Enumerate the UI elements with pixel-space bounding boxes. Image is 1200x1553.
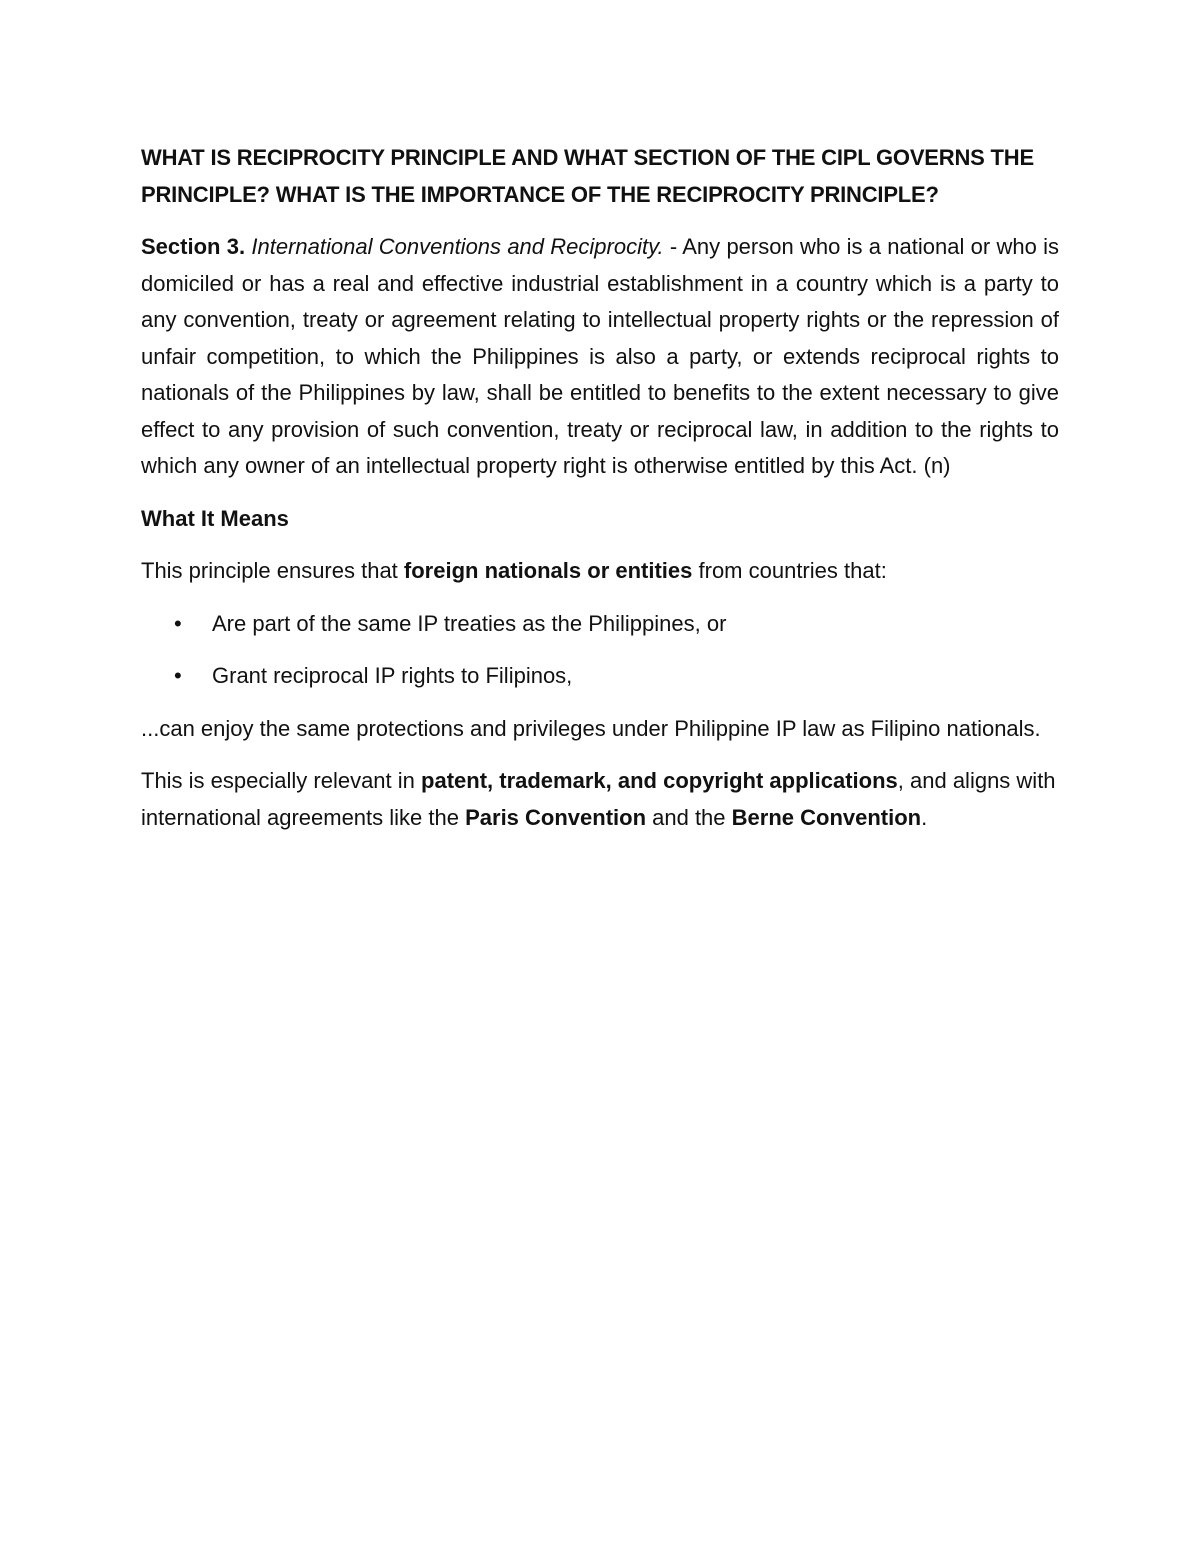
closing-bold-3: Berne Convention xyxy=(731,804,922,830)
closing-text-3: and the xyxy=(646,804,732,830)
list-item-text: Grant reciprocal IP rights to Filipinos, xyxy=(212,663,573,688)
list-item xyxy=(141,658,1059,695)
section-label: Section 3. xyxy=(141,234,246,259)
list-item xyxy=(141,606,1059,643)
intro-text-bold: foreign nationals or entities xyxy=(403,558,693,583)
closing-bold-2: Paris Convention xyxy=(465,804,647,830)
intro-text-after: from countries that: xyxy=(692,558,887,583)
continuation-paragraph: ...can enjoy the same protections and privileges under Philippine IP law as Filipino nationals. xyxy=(141,715,1041,741)
closing-paragraph xyxy=(141,763,1059,836)
closing-bold-1: patent, trademark, and copyright applications xyxy=(421,768,898,793)
intro-text-before: This principle ensures that xyxy=(141,558,404,583)
closing-text-2: , and aligns with international agreements like the xyxy=(141,768,1056,830)
section-body: - Any person who is a national or who is domiciled or has a real and effective industrial establishment in a country which is a party to any convention, treaty or agreement relating to intellectual property rights or the repression of unfair competition, to which the Philippines is also a party, or extends reciprocal rights to nationals of the Philippines by law, shall be entitled to benefits to the extent necessary to give effect to any provision of such convention, treaty or reciprocal law, in addition to the rights to which any owner of an intellectual property right is otherwise entitled by this Act. (n) xyxy=(141,234,1060,478)
criteria-list xyxy=(141,606,1059,695)
document-heading: WHAT IS RECIPROCITY PRINCIPLE AND WHAT SECTION OF THE CIPL GOVERNS THE PRINCIPLE? WHAT IS THE IMPORTANCE OF THE RECIPROCITY PRINCIPLE? xyxy=(141,145,1034,207)
intro-paragraph xyxy=(141,553,1059,590)
bullet-icon: • xyxy=(174,610,182,636)
list-item-text: Are part of the same IP treaties as the Philippines, or xyxy=(212,610,727,636)
closing-text-4: . xyxy=(921,804,928,830)
document-page xyxy=(141,140,1059,852)
bullet-icon: • xyxy=(174,663,182,688)
section-3-paragraph xyxy=(141,229,1059,485)
closing-text-1: This is especially relevant in xyxy=(141,768,422,793)
what-it-means-heading: What It Means xyxy=(141,505,289,531)
section-title: International Conventions and Reciprocity. xyxy=(251,234,664,259)
